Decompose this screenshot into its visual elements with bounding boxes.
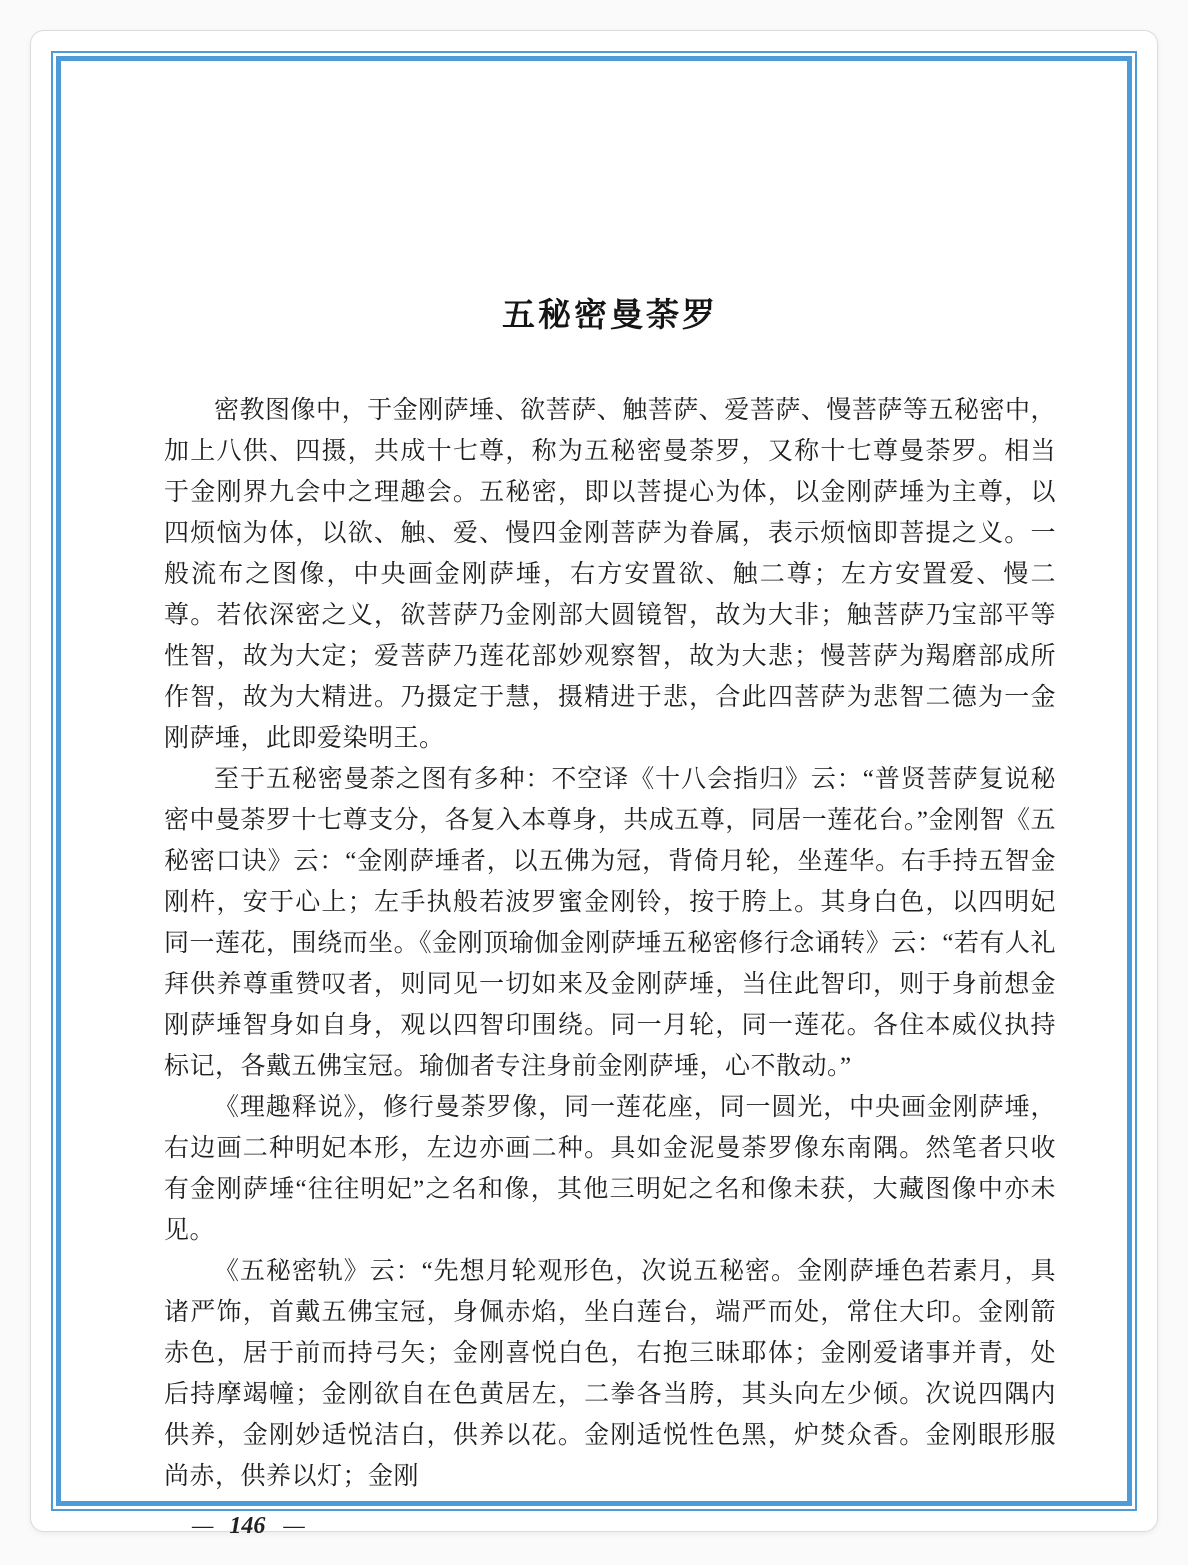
page-number-left-dash: —: [192, 1513, 212, 1539]
book-page: [30, 30, 1158, 1539]
body-paragraph-2: 至于五秘密曼荼之图有多种：不空译《十八会指归》云：“普贤菩萨复说秘密中曼荼罗十七尊支分，各复入本尊身，共成五尊，同居一莲花台。”金刚智《五秘密口诀》云：“金刚萨埵者，以五佛为冠，背倚月轮，坐莲华。右手持五智金刚杵，安于心上；左手执般若波罗蜜金刚铃，按于胯上。其身白色，以四明妃同一莲花，围绕而坐。《金刚顶瑜伽金刚萨埵五秘密修行念诵转》云：“若有人礼拜供养尊重赞叹者，则同见一切如来及金刚萨埵，当住此智印，则于身前想金刚萨埵智身如自身，观以四智印围绕。同一月轮，同一莲花。各住本威仪执持标记，各戴五佛宝冠。瑜伽者专注身前金刚萨埵，心不散动。”: [164, 766, 1056, 1080]
page-number-value: 146: [229, 1513, 266, 1539]
page-number: [164, 1513, 1056, 1540]
page-number-right-dash: —: [283, 1513, 303, 1539]
body-paragraph-3: 《理趣释说》，修行曼荼罗像，同一莲花座，同一圆光，中央画金刚萨埵，右边画二种明妃本形，左边亦画二种。具如金泥曼荼罗像东南隅。然笔者只收有金刚萨埵“往往明妃”之名和像，其他三明妃之名和像未获，大藏图像中亦未见。: [164, 1094, 1056, 1244]
page-title: 五秘密曼荼罗: [502, 298, 718, 334]
page-content: [61, 61, 1127, 1539]
body-paragraph-4: 《五秘密轨》云：“先想月轮观形色，次说五秘密。金刚萨埵色若素月，具诸严饰，首戴五佛宝冠，身佩赤焰，坐白莲台，端严而处，常住大印。金刚箭赤色，居于前而持弓矢；金刚喜悦白色，右抱三昧耶体；金刚爱诸事并青，处后持摩竭幢；金刚欲自在色黄居左，二拳各当胯，其头向左少倾。次说四隅内供养，金刚妙适悦洁白，供养以花。金刚适悦性色黑，炉焚众香。金刚眼形服尚赤，供养以灯；金刚: [164, 1258, 1056, 1490]
body-paragraph-1: 密教图像中，于金刚萨埵、欲菩萨、触菩萨、爱菩萨、慢菩萨等五秘密中，加上八供、四摄，共成十七尊，称为五秘密曼荼罗，又称十七尊曼荼罗。相当于金刚界九会中之理趣会。五秘密，即以菩提心为体，以金刚萨埵为主尊，以四烦恼为体，以欲、触、爱、慢四金刚菩萨为眷属，表示烦恼即菩提之义。一般流布之图像，中央画金刚萨埵，右方安置欲、触二尊；左方安置爱、慢二尊。若依深密之义，欲菩萨乃金刚部大圆镜智，故为大非；触菩萨乃宝部平等性智，故为大定；爱菩萨乃莲花部妙观察智，故为大悲；慢菩萨为羯磨部成所作智，故为大精进。乃摄定于慧，摄精进于悲，合此四菩萨为悲智二德为一金刚萨埵，此即爱染明王。: [164, 397, 1056, 752]
